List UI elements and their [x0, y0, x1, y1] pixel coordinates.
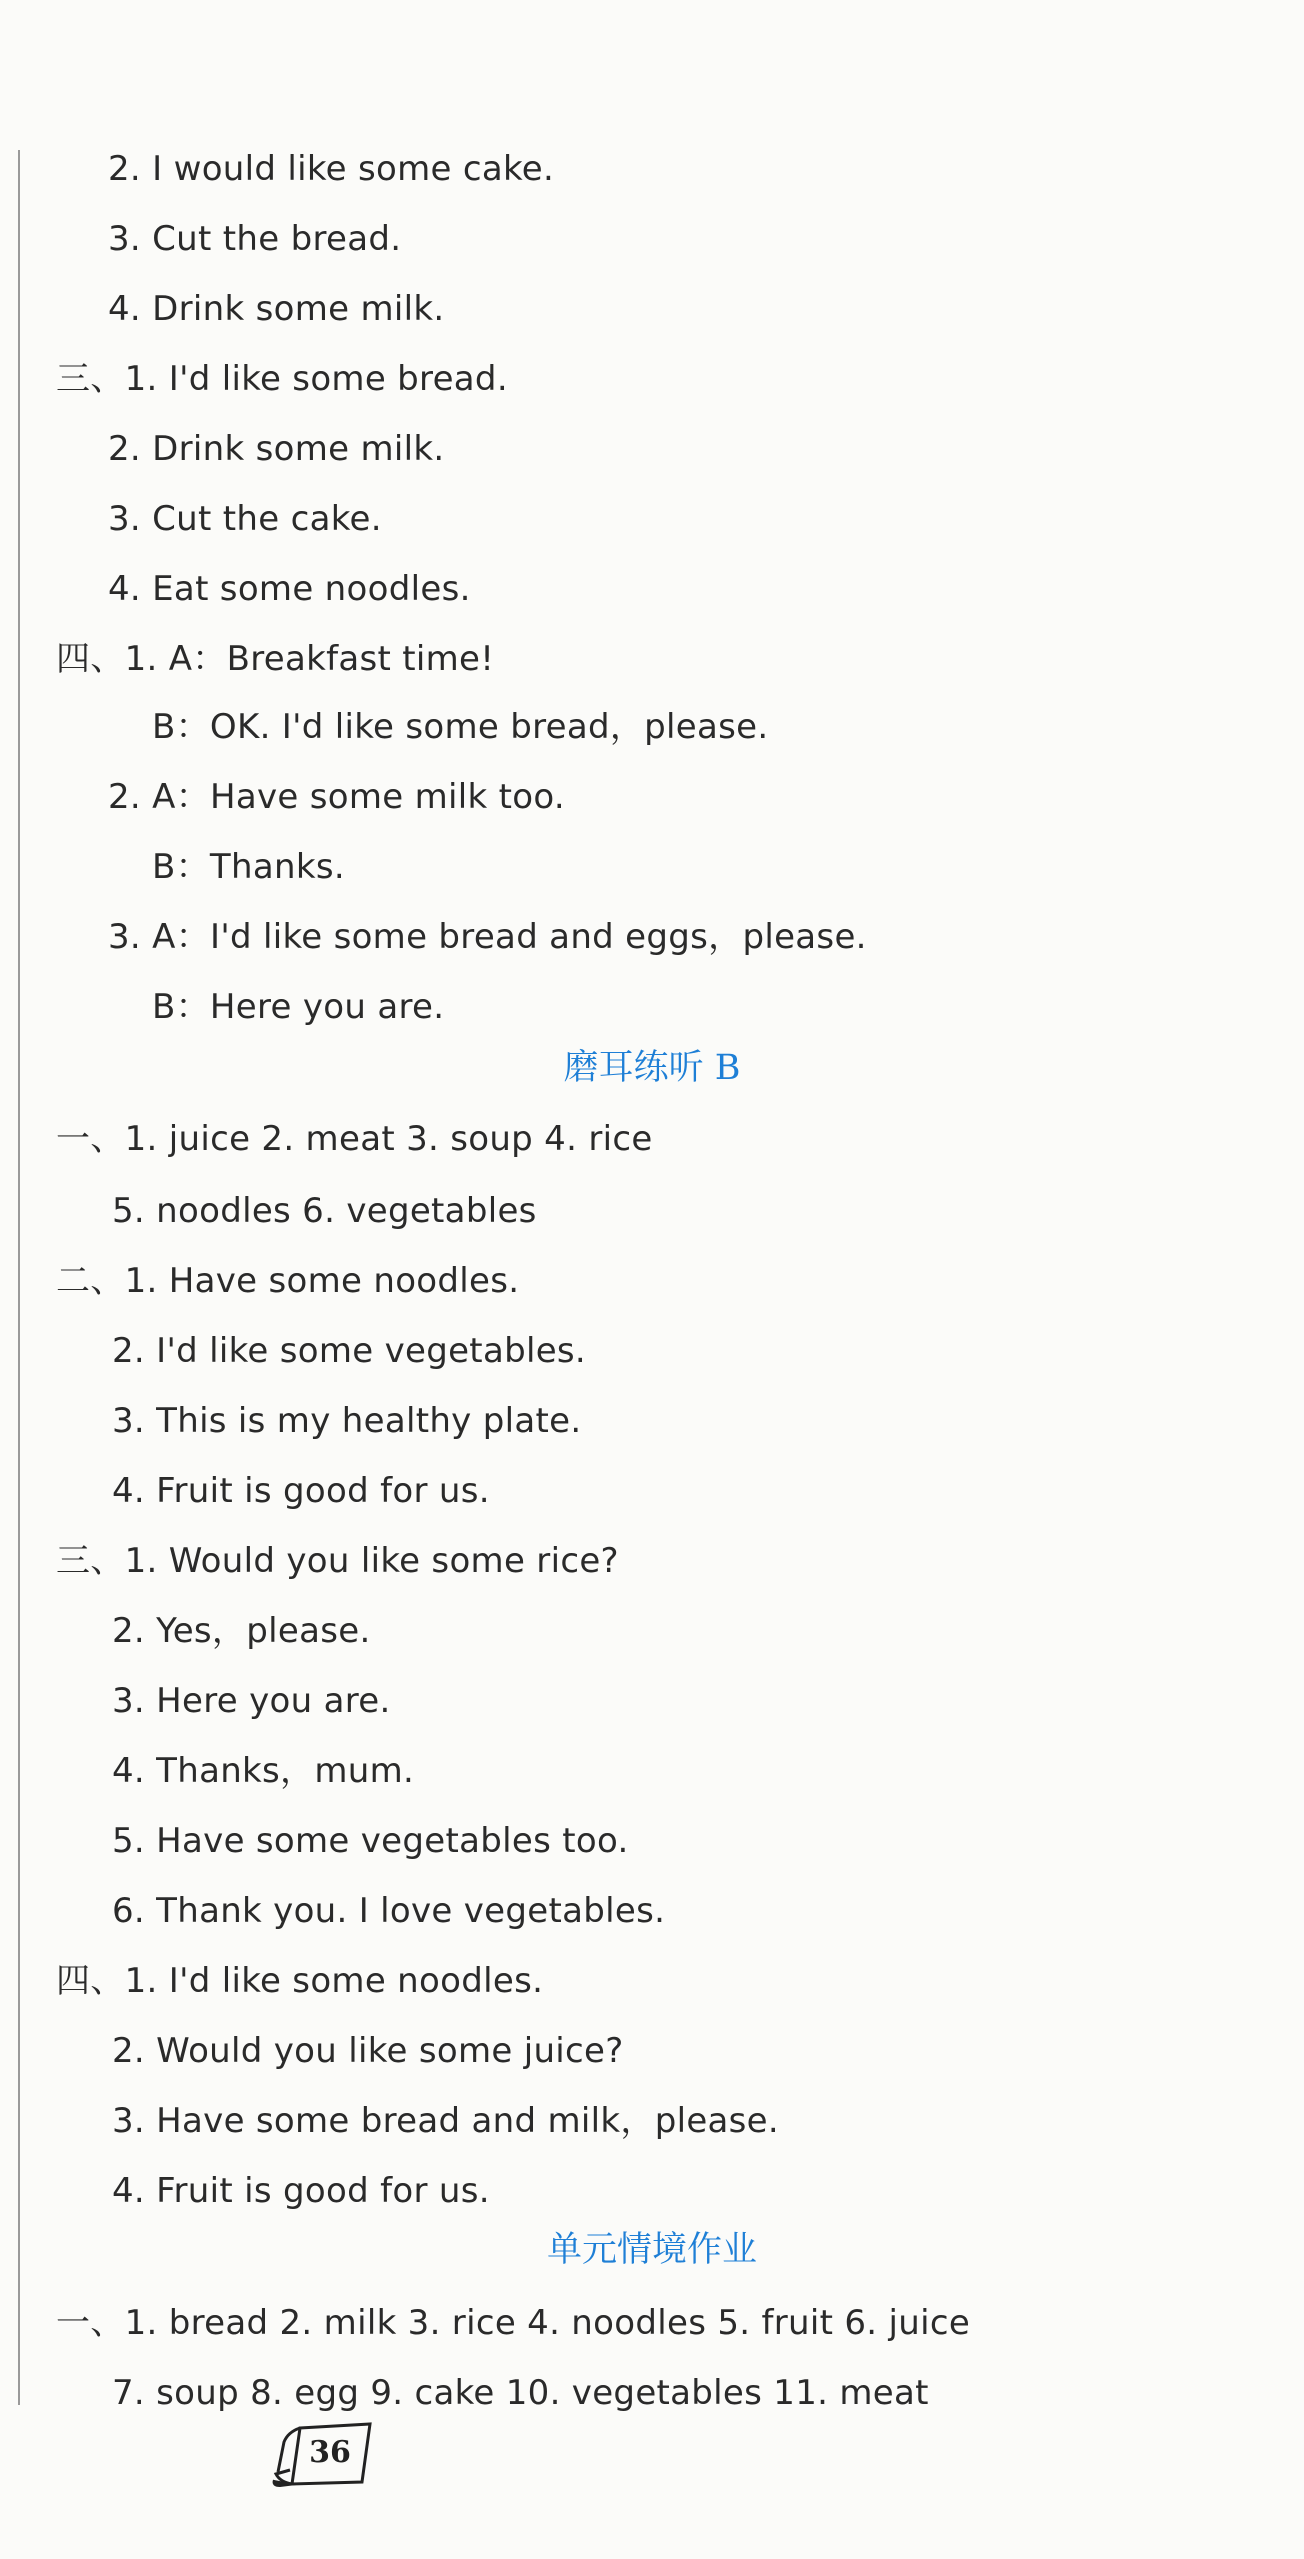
answer-line: 3. This is my healthy plate.	[112, 1401, 582, 1441]
answer-line: 3. Have some bread and milk，please.	[112, 2101, 780, 2141]
left-margin-line	[18, 150, 20, 2405]
answer-line: 4. Fruit is good for us.	[112, 1471, 490, 1511]
answer-line: 2. I'd like some vegetables.	[112, 1331, 587, 1371]
answer-line: 一、1. juice 2. meat 3. soup 4. rice	[56, 1119, 653, 1159]
answer-line: 一、1. bread 2. milk 3. rice 4. noodles 5. fruit 6. juice	[56, 2303, 971, 2343]
answer-line: 3. Cut the cake.	[108, 499, 382, 539]
answer-line: 7. soup 8. egg 9. cake 10. vegetables 11. meat	[112, 2373, 929, 2413]
answer-line: 3. Here you are.	[112, 1681, 391, 1721]
answer-line: 6. Thank you. I love vegetables.	[112, 1891, 666, 1931]
answer-line: 二、1. Have some noodles.	[56, 1261, 520, 1301]
answer-line: 2. A：Have some milk too.	[108, 777, 565, 817]
answer-line: 4. Fruit is good for us.	[112, 2171, 490, 2211]
answer-line: 三、1. I'd like some bread.	[56, 359, 508, 399]
answer-line: B：Here you are.	[152, 987, 445, 1027]
answer-line: 5. Have some vegetables too.	[112, 1821, 629, 1861]
section-heading: 磨耳练听 B	[563, 1048, 741, 1088]
answer-line: 四、1. I'd like some noodles.	[56, 1961, 544, 2001]
section-heading: 单元情境作业	[546, 2230, 757, 2270]
answer-line: 4. Drink some milk.	[108, 289, 445, 329]
answer-line: 2. Drink some milk.	[108, 429, 445, 469]
answer-line: 4. Eat some noodles.	[108, 569, 471, 609]
answer-line: 5. noodles 6. vegetables	[112, 1191, 537, 1231]
answer-line: 3. Cut the bread.	[108, 219, 402, 259]
answer-line: 3. A：I'd like some bread and eggs，please.	[108, 917, 867, 957]
page-number: 36	[309, 2435, 351, 2470]
answer-line: 2. Would you like some juice?	[112, 2031, 624, 2071]
answer-line: 四、1. A：Breakfast time!	[56, 639, 495, 679]
answer-line: 4. Thanks，mum.	[112, 1751, 415, 1791]
answer-line: 三、1. Would you like some rice?	[56, 1541, 619, 1581]
answer-line: B：OK. I'd like some bread，please.	[152, 707, 769, 747]
answer-line: 2. Yes，please.	[112, 1611, 371, 1651]
answer-line: B：Thanks.	[152, 847, 345, 887]
answer-line: 2. I would like some cake.	[108, 149, 555, 189]
